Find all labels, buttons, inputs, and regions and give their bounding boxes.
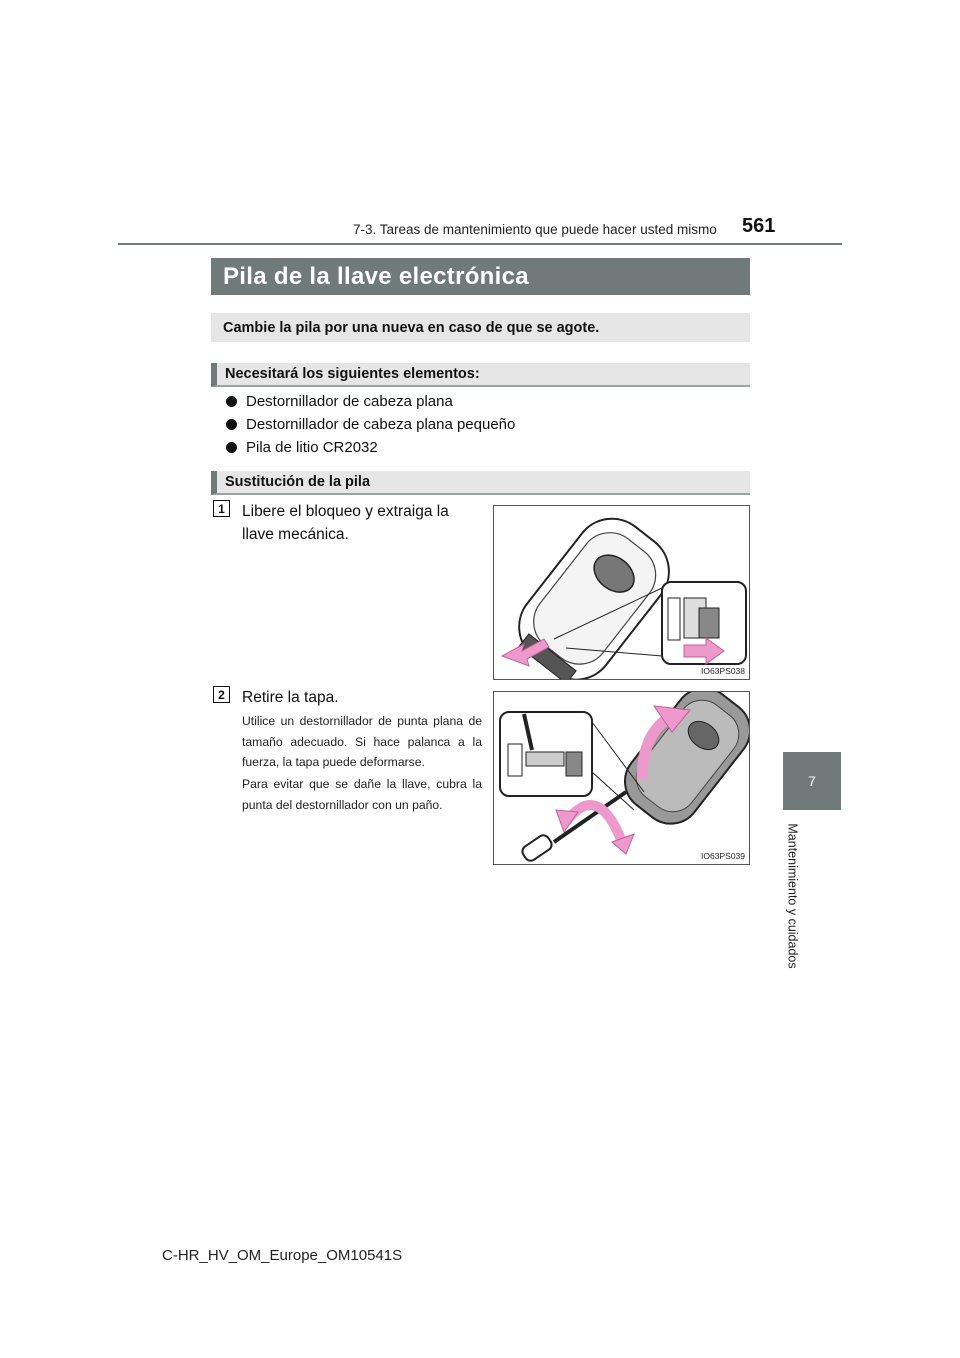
- step-2-note-1: Utilice un destornillador de punta plana de tamaño adecuado. Si hace palanca a la fuerza, la tapa puede deformarse.: [242, 714, 482, 769]
- list-item: [226, 393, 453, 410]
- list-item-text: Destornillador de cabeza plana: [246, 393, 453, 410]
- step-1-text: Libere el bloqueo y extraiga la llave mecánica.: [242, 503, 449, 543]
- step-2-text: Retire la tapa.: [242, 689, 339, 706]
- document-code: C-HR_HV_OM_Europe_OM10541S: [162, 1247, 403, 1264]
- key-fob-illustration-1: [494, 506, 749, 679]
- figure-remove-mechanical-key: [493, 505, 750, 680]
- intro-box: Cambie la pila por una nueva en caso de que se agote.: [211, 313, 750, 342]
- figure-code: IO63PS038: [701, 666, 745, 676]
- needed-items-heading: Necesitará los siguientes elementos:: [211, 363, 750, 387]
- step-2-note-2: Para evitar que se dañe la llave, cubra la punta del destornillador con un paño.: [242, 777, 482, 812]
- bullet-icon: [226, 396, 237, 407]
- list-item: [226, 439, 378, 456]
- list-item-text: Destornillador de cabeza plana pequeño: [246, 416, 516, 433]
- step-number-badge: 1: [213, 500, 230, 517]
- header-rule: [118, 243, 842, 245]
- step-number-badge: 2: [213, 686, 230, 703]
- chapter-tab: 7: [783, 752, 841, 810]
- list-item: [226, 416, 515, 433]
- chapter-side-label-text: Mantenimiento y cuidados: [786, 822, 801, 969]
- bullet-icon: [226, 419, 237, 430]
- running-header: 7-3. Tareas de mantenimiento que puede hacer usted mismo: [353, 222, 717, 237]
- figure-code: IO63PS039: [701, 851, 745, 861]
- key-fob-illustration-2: [494, 692, 749, 864]
- bullet-icon: [226, 442, 237, 453]
- chapter-side-label: [758, 818, 828, 973]
- page-number: 561: [742, 215, 776, 237]
- replacement-heading: Sustitución de la pila: [211, 471, 750, 495]
- page-title: Pila de la llave electrónica: [211, 258, 750, 295]
- list-item-text: Pila de litio CR2032: [246, 439, 378, 456]
- figure-remove-cover: [493, 691, 750, 865]
